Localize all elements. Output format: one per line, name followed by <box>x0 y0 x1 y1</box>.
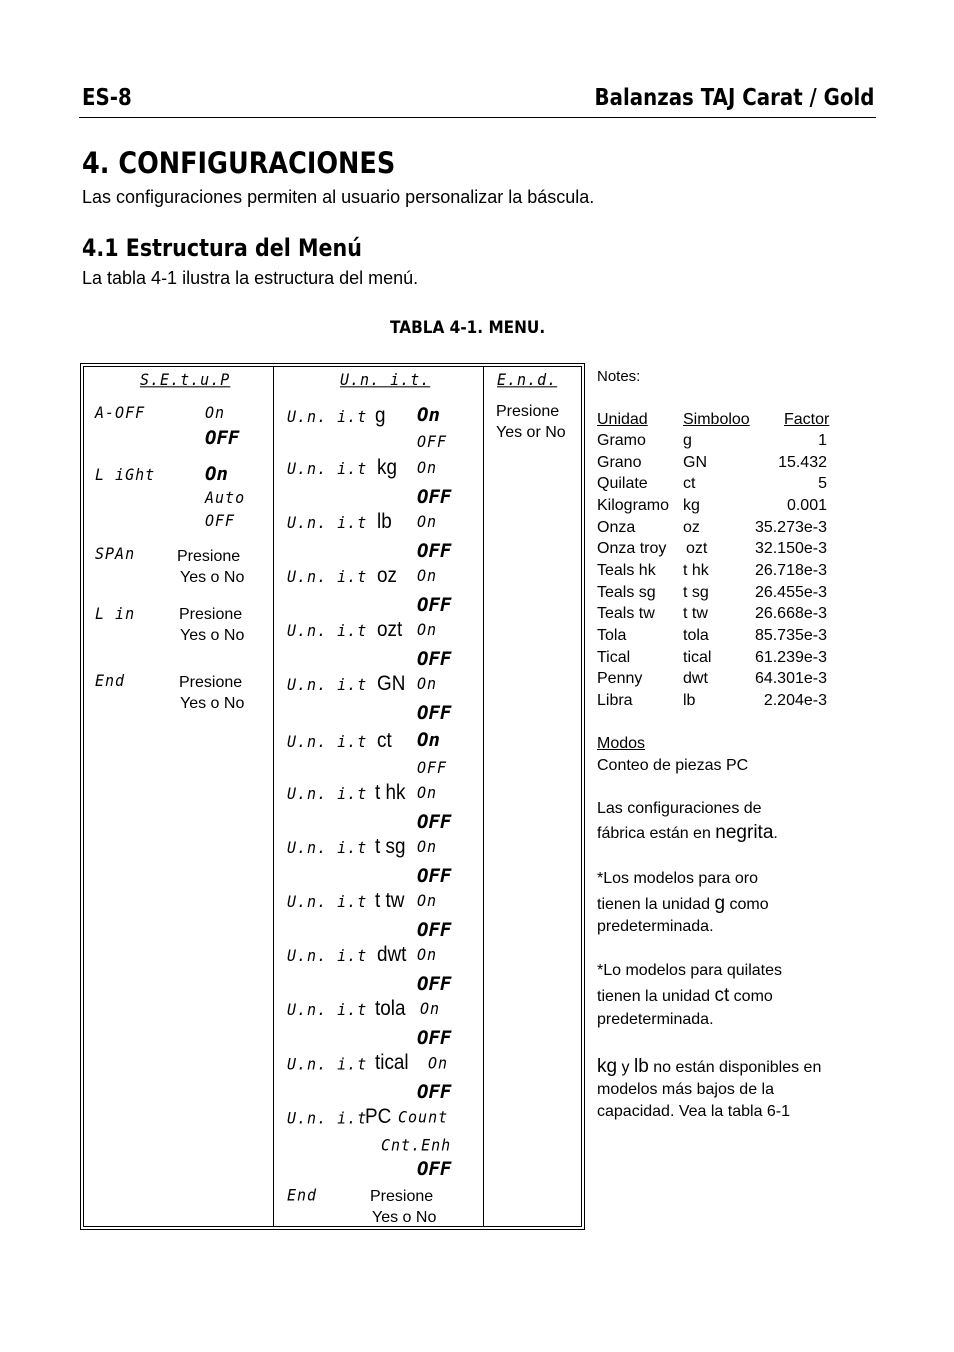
notes-kg-line3: capacidad. Vea la tabla 6-1 <box>597 1103 791 1120</box>
unit-off-default: OFF <box>417 702 452 724</box>
notes-row-simbolo: oz <box>683 519 700 536</box>
unit-label: U.n. i.t <box>287 892 368 912</box>
setup-end-text1: Presione <box>179 674 243 691</box>
unit-symbol: g <box>375 404 386 427</box>
notes-row-simbolo: g <box>683 432 692 449</box>
column-divider-2 <box>483 366 484 1227</box>
notes-row-unidad: Onza troy <box>597 540 667 557</box>
notes-col-unidad: Unidad <box>597 411 648 428</box>
subsection-intro: La tabla 4-1 ilustra la estructura del menú. <box>82 268 419 288</box>
unit-end-label: End <box>287 1185 318 1205</box>
setup-span-label: SPAn <box>95 544 136 564</box>
notes-row-factor: 1 <box>818 432 827 449</box>
unit-label: U.n. i.t <box>287 784 368 804</box>
unit-on-default: On <box>417 729 440 751</box>
unit-on: On <box>417 458 438 478</box>
notes-gold-line2: tienen la unidad g como <box>597 893 769 914</box>
unit-pc-off-default: OFF <box>417 1158 452 1180</box>
notes-row-factor: 26.455e-3 <box>754 584 827 601</box>
setup-header: S.E.t.u.P <box>140 370 231 390</box>
notes-row-simbolo: tola <box>683 627 709 644</box>
unit-label: U.n. i.t <box>287 621 368 641</box>
unit-label: U.n. i.t <box>287 1054 368 1074</box>
notes-row-unidad: Kilogramo <box>597 497 670 514</box>
setup-end-label: End <box>95 671 126 691</box>
setup-light-label: L iGht <box>95 465 156 485</box>
notes-row-unidad: Teals hk <box>597 562 656 579</box>
unit-on: On <box>417 837 438 857</box>
end-text1: Presione <box>496 403 560 420</box>
unit-symbol: tola <box>375 997 406 1020</box>
notes-gold-line1: *Los modelos para oro <box>597 870 758 887</box>
unit-label: U.n. i.t <box>287 513 368 533</box>
notes-row-unidad: Onza <box>597 519 636 536</box>
unit-label: U.n. i.t <box>287 675 368 695</box>
notes-col-simbolo: Simboloo <box>683 411 750 428</box>
unit-symbol: dwt <box>377 943 407 966</box>
notes-modos-title: Modos <box>597 735 646 752</box>
unit-label: U.n. i.t <box>287 459 368 479</box>
notes-row-simbolo: t tw <box>683 605 708 622</box>
unit-symbol: ct <box>377 729 392 752</box>
setup-light-auto: Auto <box>205 488 246 508</box>
unit-off-default: OFF <box>417 1081 452 1103</box>
notes-row-factor: 15.432 <box>778 454 827 471</box>
unit-pc-cnt-enh: Cnt.Enh <box>381 1135 452 1155</box>
notes-row-unidad: Teals sg <box>597 584 656 601</box>
setup-span-text2: Yes o No <box>180 569 245 586</box>
notes-row-factor: 5 <box>818 475 827 492</box>
notes-row-factor: 35.273e-3 <box>754 519 827 536</box>
unit-off: OFF <box>417 758 448 778</box>
unit-label: U.n. i.t <box>287 946 368 966</box>
notes-row-factor: 61.239e-3 <box>754 649 827 666</box>
unit-off-default: OFF <box>417 648 452 670</box>
notes-carat-line2: tienen la unidad ct como <box>597 985 773 1006</box>
unit-off-default: OFF <box>417 486 452 508</box>
unit-off-default: OFF <box>417 1027 452 1049</box>
unit-symbol: tical <box>375 1051 409 1074</box>
notes-row-simbolo: GN <box>683 454 707 471</box>
notes-row-simbolo: ct <box>683 475 696 492</box>
setup-span-text1: Presione <box>177 548 241 565</box>
unit-on: On <box>417 891 438 911</box>
unit-label: U.n. i.t <box>287 838 368 858</box>
setup-aoff-on: On <box>205 403 226 423</box>
unit-symbol: t hk <box>375 781 406 804</box>
setup-aoff-off-default: OFF <box>205 427 240 449</box>
unit-end-text1: Presione <box>370 1188 434 1205</box>
unit-symbol: lb <box>377 510 392 533</box>
unit-symbol: GN <box>377 672 406 695</box>
notes-kg-line2: modelos más bajos de la <box>597 1081 774 1098</box>
notes-row-unidad: Tola <box>597 627 627 644</box>
notes-row-factor: 64.301e-3 <box>754 670 827 687</box>
notes-col-factor: Factor <box>784 411 830 428</box>
notes-factory-line2: fábrica están en negrita. <box>597 822 778 843</box>
notes-row-unidad: Quilate <box>597 475 648 492</box>
notes-gold-line3: predeterminada. <box>597 918 714 935</box>
unit-on: On <box>417 620 438 640</box>
document-title: Balanzas TAJ Carat / Gold <box>594 85 874 111</box>
notes-row-factor: 2.204e-3 <box>763 692 827 709</box>
notes-title: Notes: <box>597 368 641 385</box>
unit-off-default: OFF <box>417 973 452 995</box>
unit-symbol-pc: PC <box>365 1105 392 1128</box>
notes-row-factor: 32.150e-3 <box>754 540 827 557</box>
table-caption: TABLA 4-1. MENU. <box>390 318 546 338</box>
unit-on: On <box>420 999 441 1019</box>
unit-on: On <box>417 945 438 965</box>
unit-pc-count: Count <box>398 1107 449 1127</box>
notes-row-factor: 0.001 <box>786 497 827 514</box>
notes-row-unidad: Tical <box>597 649 631 666</box>
setup-lin-text2: Yes o No <box>180 627 245 644</box>
unit-symbol: oz <box>377 564 397 587</box>
notes-row-simbolo: ozt <box>686 540 708 557</box>
notes-row-simbolo: kg <box>683 497 700 514</box>
column-divider-1 <box>273 366 274 1227</box>
end-header: E.n.d. <box>497 370 558 390</box>
page-number: ES-8 <box>82 85 132 111</box>
notes-row-simbolo: t hk <box>683 562 709 579</box>
notes-row-simbolo: lb <box>683 692 696 709</box>
setup-lin-text1: Presione <box>179 606 243 623</box>
unit-on: On <box>417 783 438 803</box>
notes-row-unidad: Penny <box>597 670 643 687</box>
unit-symbol: ozt <box>377 618 403 641</box>
notes-row-factor: 26.718e-3 <box>754 562 827 579</box>
unit-label: U.n. i.t <box>287 1108 368 1128</box>
unit-off-default: OFF <box>417 811 452 833</box>
header-rule <box>79 117 876 118</box>
setup-lin-label: L in <box>95 604 136 624</box>
end-text2: Yes or No <box>496 424 566 441</box>
unit-on-default: On <box>417 404 440 426</box>
notes-row-simbolo: tical <box>683 649 712 666</box>
unit-label: U.n. i.t <box>287 732 368 752</box>
unit-header: U.n. i.t. <box>340 370 431 390</box>
section-title: 4. CONFIGURACIONES <box>82 146 396 180</box>
section-intro: Las configuraciones permiten al usuario personalizar la báscula. <box>82 187 595 207</box>
setup-light-on-default: On <box>205 463 228 485</box>
notes-carat-line3: predeterminada. <box>597 1011 714 1028</box>
unit-label: U.n. i.t <box>287 1000 368 1020</box>
unit-off-default: OFF <box>417 594 452 616</box>
setup-light-off: OFF <box>205 511 236 531</box>
notes-row-simbolo: dwt <box>683 670 708 687</box>
unit-off: OFF <box>417 432 448 452</box>
notes-row-unidad: Teals tw <box>597 605 655 622</box>
notes-row-factor: 85.735e-3 <box>754 627 827 644</box>
unit-off-default: OFF <box>417 865 452 887</box>
unit-label: U.n. i.t <box>287 567 368 587</box>
subsection-title: 4.1 Estructura del Menú <box>82 234 362 262</box>
unit-end-text2: Yes o No <box>372 1209 437 1226</box>
unit-label: U.n. i.t <box>287 407 368 427</box>
notes-row-unidad: Gramo <box>597 432 646 449</box>
notes-kg-line1: kg y lb no están disponibles en <box>597 1056 822 1077</box>
notes-carat-line1: *Lo modelos para quilates <box>597 962 783 979</box>
unit-on: On <box>428 1053 449 1073</box>
unit-off-default: OFF <box>417 919 452 941</box>
unit-symbol: t sg <box>375 835 406 858</box>
notes-row-simbolo: t sg <box>683 584 709 601</box>
unit-on: On <box>417 566 438 586</box>
unit-symbol: kg <box>377 456 397 479</box>
unit-symbol: t tw <box>375 889 405 912</box>
notes-factory-line1: Las configuraciones de <box>597 800 762 817</box>
notes-row-unidad: Libra <box>597 692 633 709</box>
notes-row-factor: 26.668e-3 <box>754 605 827 622</box>
unit-on: On <box>417 512 438 532</box>
notes-modos-line: Conteo de piezas PC <box>597 757 749 774</box>
unit-on: On <box>417 674 438 694</box>
notes-row-unidad: Grano <box>597 454 642 471</box>
setup-end-text2: Yes o No <box>180 695 245 712</box>
setup-aoff-label: A-OFF <box>95 403 146 423</box>
unit-off-default: OFF <box>417 540 452 562</box>
